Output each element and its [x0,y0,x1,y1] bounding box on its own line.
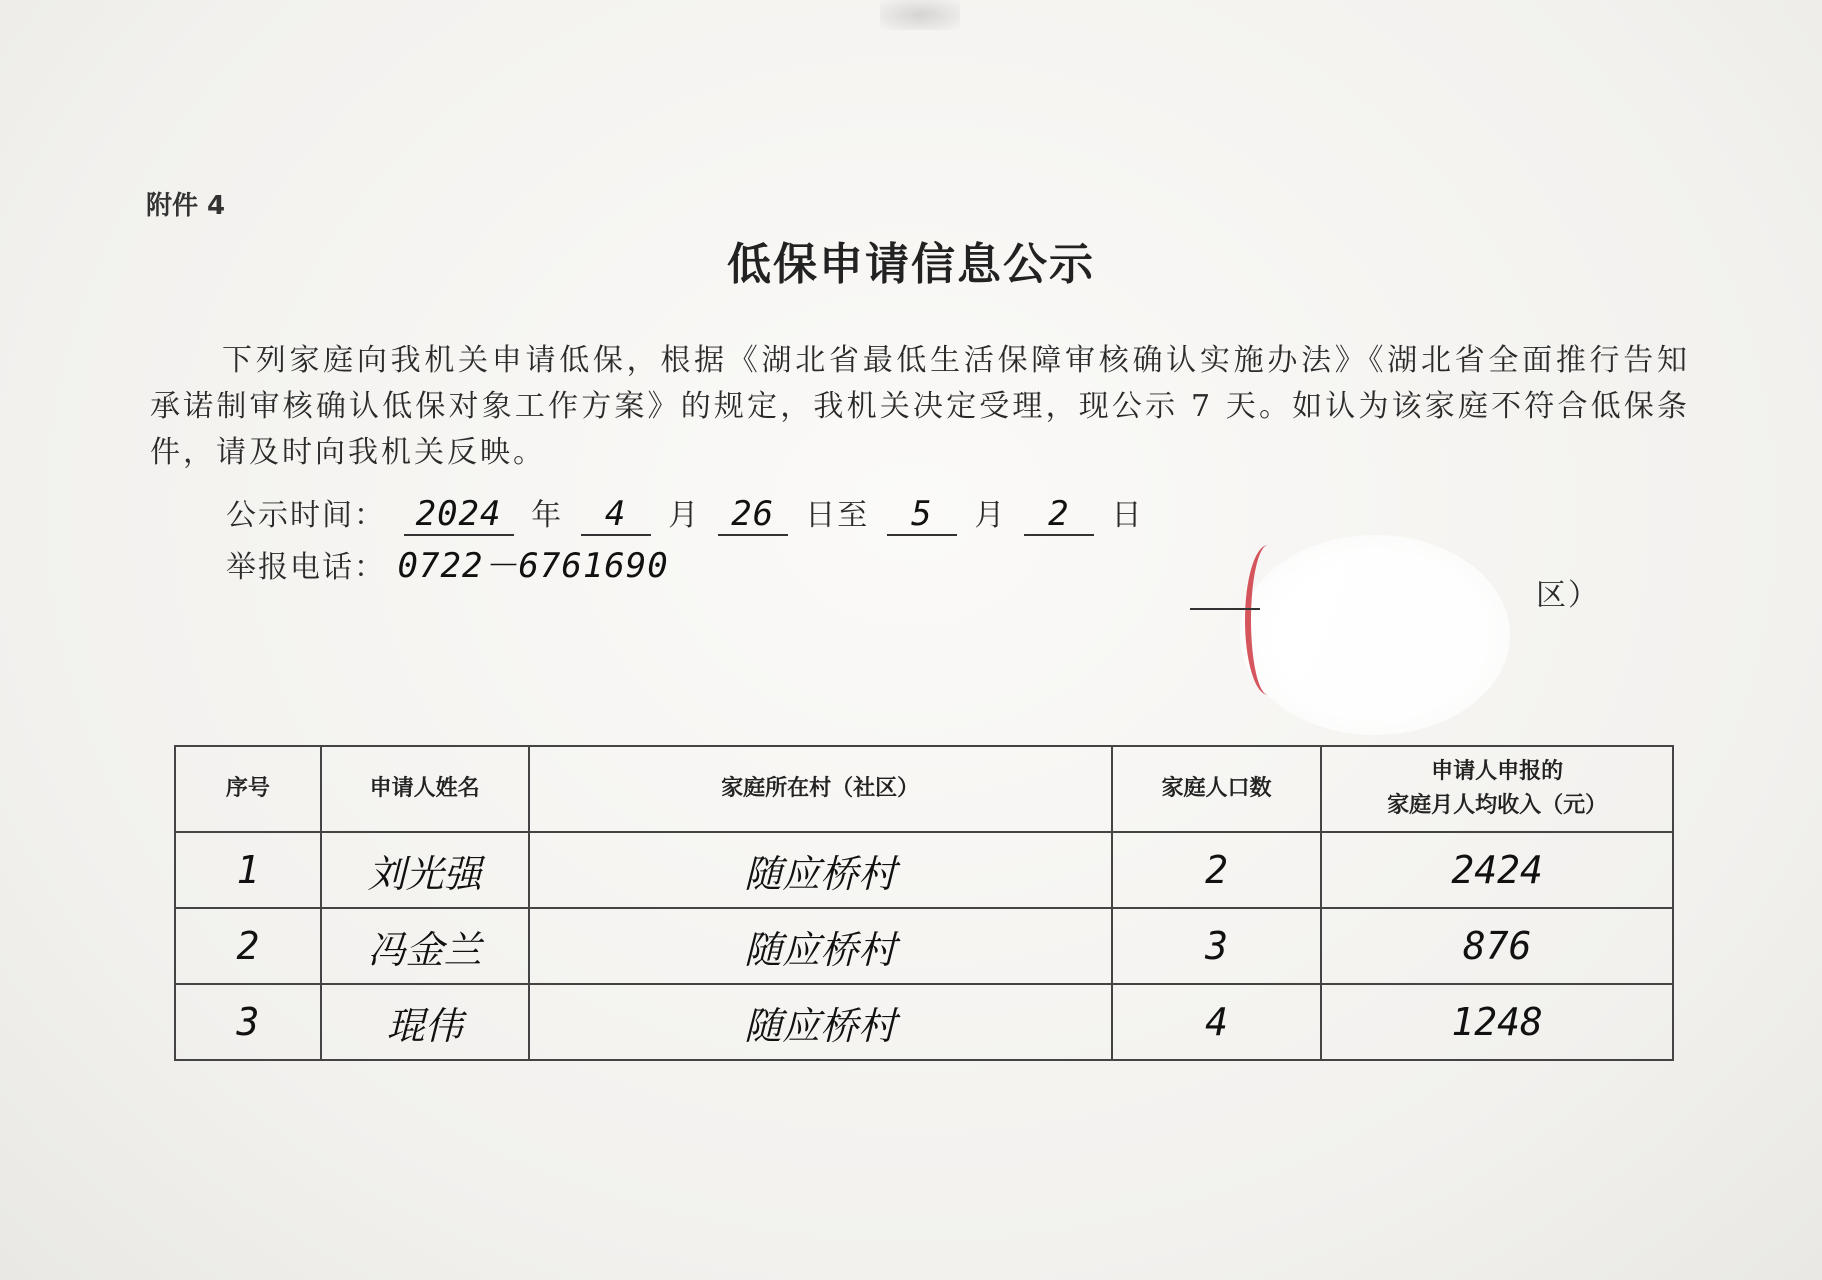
row-village: 随应桥村 [529,908,1112,984]
report-phone-line [226,538,669,587]
header-no: 序号 [175,746,321,832]
end-day-unit: 日 [1111,498,1144,533]
scan-shadow [880,0,960,30]
applicant-table [174,745,1674,1061]
page-title: 低保申请信息公示 [727,239,1095,290]
official-seal-edge [1245,545,1291,695]
publicity-time-label: 公示时间： [226,498,386,533]
end-month: 5 [887,494,957,536]
row-monthly-income: 876 [1321,908,1673,984]
month-unit: 月 [668,498,701,533]
row-household-size: 4 [1112,984,1322,1060]
report-phone-label: 举报电话： [226,550,386,585]
row-name: 刘光强 [321,832,529,908]
row-household-size: 2 [1112,832,1322,908]
row-village: 随应桥村 [529,984,1112,1060]
row-monthly-income: 2424 [1321,832,1673,908]
row-no: 1 [175,832,321,908]
year-unit: 年 [531,498,564,533]
start-month: 4 [581,494,651,536]
row-name: 琨伟 [321,984,529,1060]
header-name: 申请人姓名 [321,746,529,832]
end-month-unit: 月 [974,498,1007,533]
table-row [175,984,1673,1060]
notice-paragraph: 下列家庭向我机关申请低保，根据《湖北省最低生活保障审核确认实施办法》《湖北省全面推行告知承诺制审核确认低保对象工作方案》的规定，我机关决定受理，现公示 7 天。如认为该家庭不符合低保条件，请及时向我机关反映。 [150,343,1690,470]
issuer-underline [1190,608,1260,610]
row-household-size: 3 [1112,908,1322,984]
issuer-signature [1190,570,1610,620]
row-no: 2 [175,908,321,984]
header-village: 家庭所在村（社区） [529,746,1112,832]
table-header-row [175,746,1673,832]
attachment-label: 附件 4 [146,191,226,221]
publicity-time-line [226,490,1143,536]
table-row [175,908,1673,984]
end-day: 2 [1024,494,1094,536]
row-no: 3 [175,984,321,1060]
start-day: 26 [718,494,788,536]
row-monthly-income: 1248 [1321,984,1673,1060]
report-phone-value: 0722－6761690 [397,546,669,586]
header-monthly-income: 申请人申报的 家庭月人均收入（元） [1321,746,1673,832]
issuer-suffix: 区） [1536,578,1600,613]
header-household-size: 家庭人口数 [1112,746,1322,832]
day-to: 日至 [805,498,870,533]
row-village: 随应桥村 [529,832,1112,908]
table-row [175,832,1673,908]
publicity-year: 2024 [404,494,514,536]
row-name: 冯金兰 [321,908,529,984]
